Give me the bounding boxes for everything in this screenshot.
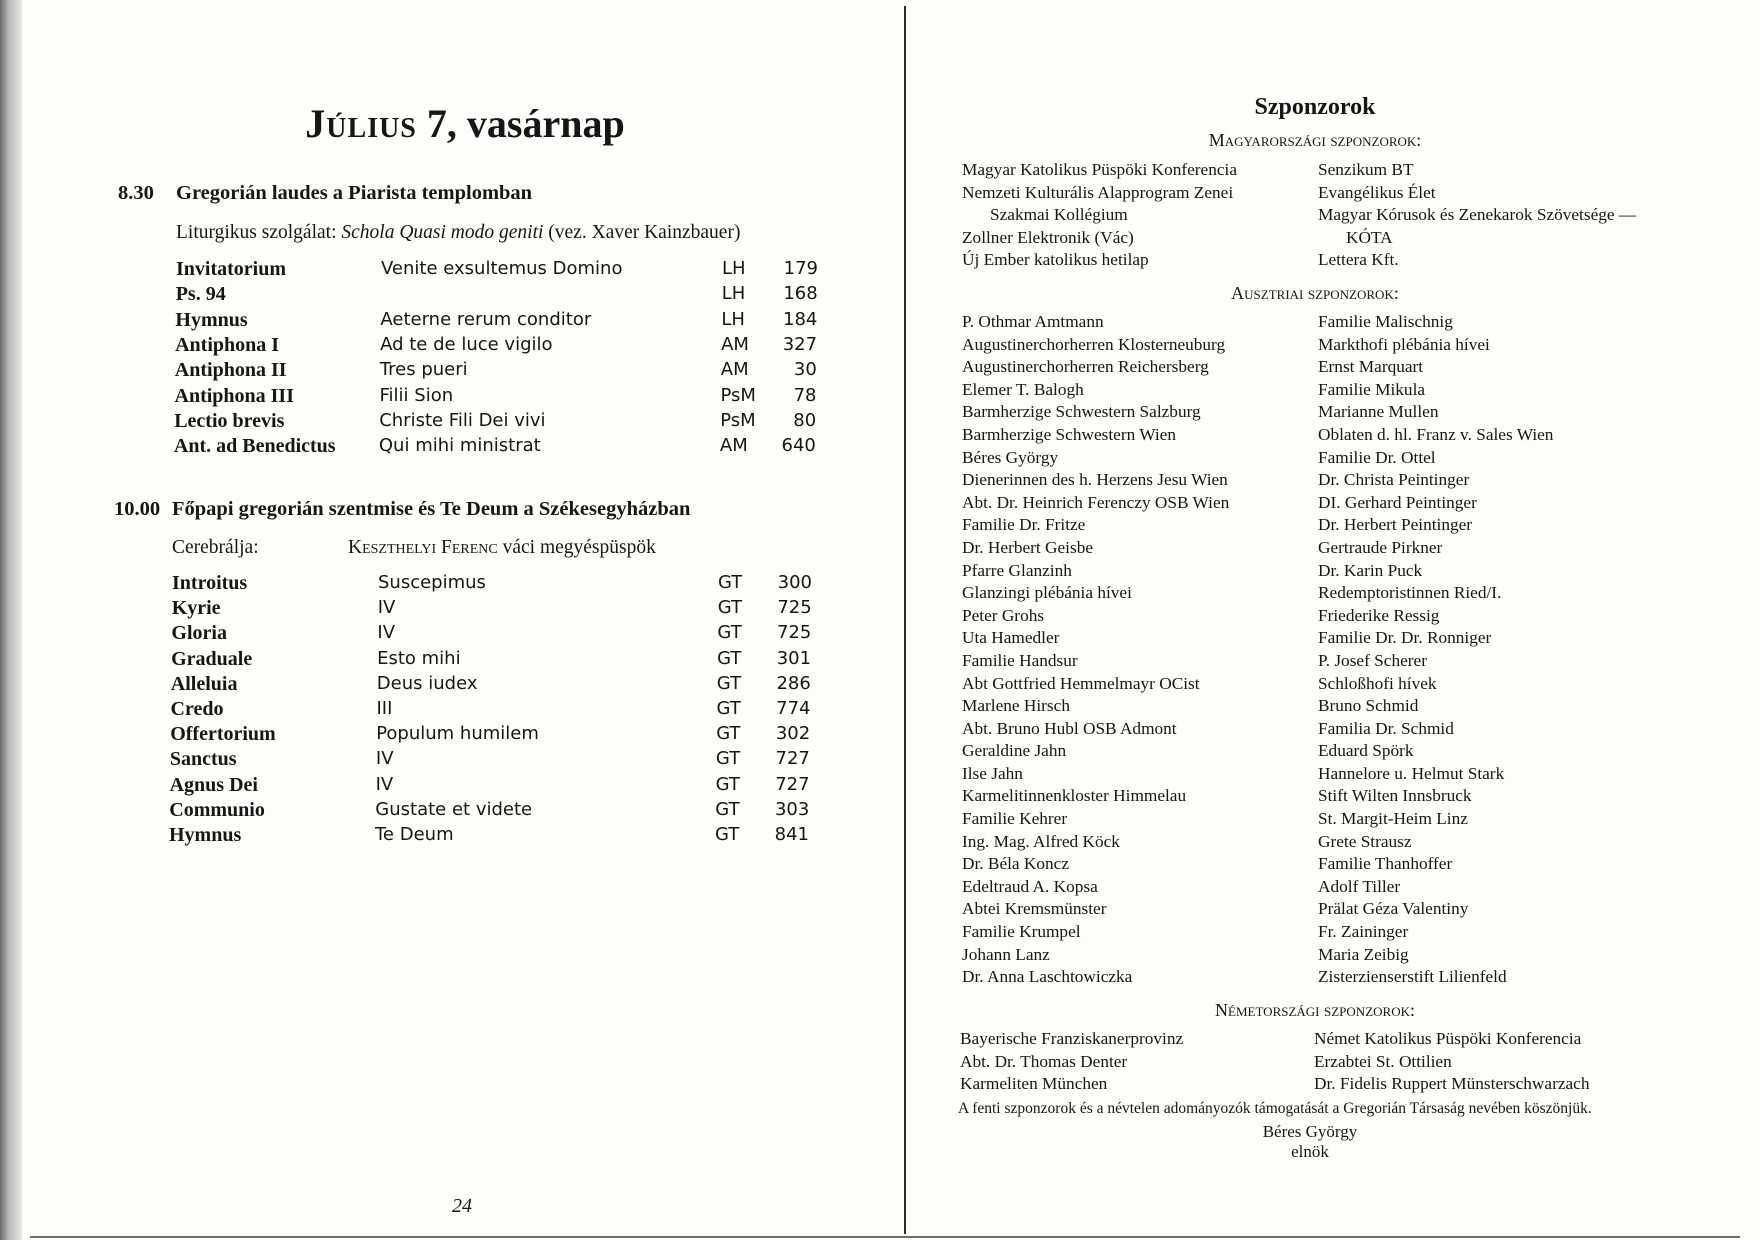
program-item-name: Graduale — [171, 647, 253, 670]
program-item-name: Lectio brevis — [174, 409, 285, 432]
program-item-text: Venite exsultemus Domino — [381, 258, 623, 279]
program-item-page: 300 — [777, 572, 812, 593]
section-2-heading — [114, 498, 690, 521]
page-title: Július 7, vasárnap — [305, 101, 625, 146]
program-item-page: 184 — [783, 308, 818, 330]
sponsor-name: Béres György — [962, 447, 1059, 467]
program-item-book: GT — [717, 647, 742, 669]
program-item-page: 179 — [783, 258, 818, 279]
german-sponsors-col1 — [960, 1028, 1183, 1096]
sponsor-name: Ilse Jahn — [962, 763, 1023, 783]
sponsor-name: Pfarre Glanzinh — [962, 560, 1072, 580]
program-item-book: GT — [716, 672, 742, 694]
program-item-name: Invitatorium — [176, 258, 286, 280]
sponsor-name: Augustinerchorherren Reichersberg — [962, 357, 1209, 377]
sponsor-name: Dr. Herbert Peintinger — [1318, 515, 1473, 535]
austrian-sponsors-col1 — [962, 311, 1229, 989]
program-item-text: Te Deum — [375, 824, 454, 845]
program-item-page: 168 — [783, 283, 818, 305]
sponsor-name: Dr. Anna Laschtowiczka — [962, 967, 1133, 987]
sponsor-name: Edeltraud A. Kopsa — [962, 876, 1098, 896]
sponsor-name: Elemer T. Balogh — [962, 379, 1084, 399]
sponsor-name: Friederike Ressig — [1318, 605, 1440, 625]
sponsor-name: Dr. Karin Puck — [1318, 560, 1423, 580]
signer-title: elnök — [1291, 1142, 1329, 1161]
sponsor-name: Eduard Spörk — [1318, 741, 1414, 761]
program-item-page: 78 — [793, 384, 817, 406]
sponsor-name: Maria Zeibig — [1318, 944, 1409, 964]
sponsor-name: Abt. Bruno Hubl OSB Admont — [962, 718, 1177, 738]
program-item-text: IV — [377, 622, 396, 644]
sponsor-name: Familie Dr. Fritze — [962, 515, 1086, 535]
sponsor-name: Peter Grohs — [962, 605, 1045, 625]
sponsor-name: Abt. Dr. Heinrich Ferenczy OSB Wien — [962, 492, 1230, 512]
program-item-name: Sanctus — [169, 748, 237, 771]
sponsor-name: Geraldine Jahn — [962, 741, 1067, 761]
program-item-book: GT — [716, 723, 741, 745]
sponsor-name: Familie Krumpel — [962, 922, 1081, 942]
german-sponsors-col2 — [1314, 1028, 1589, 1096]
sponsor-name: Szakmai Kollégium — [990, 205, 1128, 225]
sponsor-name: Bayerische Franziskanerprovinz — [960, 1029, 1184, 1048]
program-item-name: Kyrie — [171, 597, 221, 620]
sponsor-name: Német Katolikus Püspöki Konferencia — [1314, 1029, 1582, 1048]
program-item-page: 286 — [776, 672, 811, 694]
sponsor-name: Dr. Béla Koncz — [962, 854, 1070, 874]
german-sponsors-heading: Németországi szponzorok: — [1215, 1000, 1415, 1020]
hungarian-sponsors-col2 — [1318, 159, 1636, 272]
section-1-service: Liturgikus szolgálat: Schola Quasi modo geniti (vez. Xaver Kainzbauer) — [176, 222, 741, 243]
program-item-name: Antiphona I — [175, 333, 280, 356]
sponsor-name: Nemzeti Kulturális Alapprogram Zenei — [962, 182, 1234, 202]
sponsor-name: Barmherzige Schwestern Wien — [962, 424, 1176, 444]
sponsor-name: Schloßhofi hívek — [1318, 673, 1437, 693]
sponsor-name: Abt Gottfried Hemmelmayr OCist — [962, 673, 1200, 693]
program-item-name: Introitus — [172, 572, 248, 594]
sponsor-name: Prälat Géza Valentiny — [1318, 899, 1469, 919]
program-item-book: GT — [715, 773, 740, 795]
sponsor-name: Erzabtei St. Ottilien — [1314, 1051, 1452, 1071]
program-item-name: Antiphona III — [174, 384, 295, 407]
section-2-title: Főpapi gregorián szentmise és Te Deum a Székesegyházban — [172, 498, 691, 520]
section-2-celebrant: Keszthelyi Ferenc váci megyéspüspök — [348, 537, 656, 558]
sponsor-name: Marlene Hirsch — [962, 696, 1070, 716]
sponsor-name: Barmherzige Schwestern Salzburg — [962, 402, 1201, 422]
program-item-book: GT — [715, 748, 741, 770]
sponsor-name: Lettera Kft. — [1318, 250, 1399, 270]
sponsor-name: Dienerinnen des h. Herzens Jesu Wien — [962, 470, 1228, 490]
program-item-book: AM — [720, 359, 749, 381]
program-item-text: Populum humilem — [376, 723, 539, 745]
sponsor-name: KÓTA — [1346, 227, 1393, 247]
austrian-sponsors-col2 — [1318, 311, 1553, 989]
program-item-name: Ant. ad Benedictus — [173, 435, 336, 458]
sponsor-name: Grete Strausz — [1318, 831, 1412, 851]
section-1-title: Gregorián laudes a Piarista templomban — [176, 182, 533, 204]
sponsor-name: Familie Handsur — [962, 650, 1078, 670]
sponsor-name: Abtei Kremsmünster — [962, 899, 1107, 919]
bottom-edge — [30, 1236, 1740, 1238]
sponsor-name: Zollner Elektronik (Vác) — [962, 227, 1134, 247]
program-item-text: Aeterne rerum conditor — [380, 308, 592, 330]
sponsor-name: Familie Kehrer — [962, 809, 1068, 829]
sponsor-name: Uta Hamedler — [962, 628, 1060, 648]
sponsor-name: Redemptoristinnen Ried/I. — [1318, 583, 1502, 603]
program-item-text: Ad te de luce vigilo — [380, 333, 553, 355]
program-item-name: Antiphona II — [174, 359, 287, 382]
sponsor-name: Karmeliten München — [960, 1074, 1108, 1094]
sponsor-name: Gertraude Pirkner — [1318, 537, 1443, 557]
sponsor-name: Abt. Dr. Thomas Denter — [960, 1051, 1128, 1071]
sponsor-name: Marianne Mullen — [1318, 402, 1439, 422]
program-item-page: 725 — [777, 622, 812, 644]
program-item-text: IV — [375, 773, 394, 795]
program-item-name: Agnus Dei — [169, 773, 258, 796]
program-item-text: Deus iudex — [376, 672, 478, 694]
program-item-text: IV — [375, 748, 394, 770]
program-item-page: 727 — [775, 773, 810, 795]
program-item-page: 301 — [776, 647, 812, 669]
sponsor-name: Bruno Schmid — [1318, 696, 1419, 716]
program-item-name: Ps. 94 — [175, 283, 226, 306]
program-item-text: Esto mihi — [377, 647, 461, 669]
program-item-text: IV — [377, 597, 396, 619]
sponsor-name: Karmelitinnenkloster Himmelau — [962, 786, 1187, 806]
program-item-page: 725 — [777, 597, 812, 619]
sponsor-name: Magyar Katolikus Püspöki Konferencia — [962, 160, 1237, 179]
sponsor-name: Stift Wilten Innsbruck — [1318, 786, 1472, 806]
sponsor-name: Dr. Herbert Geisbe — [962, 537, 1094, 557]
sponsor-name: Új Ember katolikus hetilap — [962, 250, 1149, 270]
program-item-page: 80 — [793, 409, 817, 431]
program-item-name: Alleluia — [170, 672, 238, 695]
hungarian-sponsors-col1 — [962, 159, 1237, 272]
sponsor-name: Ernst Marquart — [1318, 357, 1424, 377]
sponsor-name: Ing. Mag. Alfred Köck — [962, 831, 1120, 851]
sponsor-name: Familia Dr. Schmid — [1318, 718, 1454, 738]
sponsor-name: Familie Dr. Dr. Ronniger — [1318, 628, 1492, 648]
program-item-book: PsM — [720, 384, 756, 406]
program-item-page: 727 — [775, 748, 810, 770]
program-item-text: III — [376, 698, 393, 719]
program-item-name: Gloria — [171, 622, 227, 645]
program-item-text: Gustate et videte — [375, 798, 533, 820]
book-spine — [904, 6, 906, 1234]
sponsor-name: P. Josef Scherer — [1318, 650, 1427, 670]
section-1-heading — [118, 182, 532, 205]
program-item-name: Hymnus — [169, 824, 242, 846]
sponsor-name: Glanzingi plébánia hívei — [962, 583, 1132, 603]
sponsor-name: Augustinerchorherren Klosterneuburg — [962, 334, 1226, 354]
section-1-time: 8.30 — [118, 182, 154, 204]
thanks-note: A fenti szponzorok és a névtelen adományozók támogatását a Gregorián Társaság nevében köszönjük. — [958, 1100, 1592, 1117]
program-item-text: Christe Fili Dei vivi — [379, 409, 546, 431]
program-item-page: 303 — [774, 798, 810, 820]
program-item-book: GT — [717, 622, 742, 644]
program-item-page: 30 — [793, 359, 817, 381]
program-item-name: Communio — [169, 798, 265, 821]
sponsor-name: Familie Mikula — [1318, 379, 1426, 399]
sponsor-name: Senzikum BT — [1318, 160, 1414, 179]
program-item-book: LH — [722, 258, 746, 279]
signer-name: Béres György — [1262, 1122, 1358, 1141]
sponsor-name: DI. Gerhard Peintinger — [1318, 492, 1477, 512]
program-item-book: GT — [716, 698, 741, 719]
sponsor-name: Familie Malischnig — [1318, 312, 1453, 331]
sponsor-name: Fr. Zaininger — [1318, 922, 1409, 942]
section-2-time: 10.00 — [114, 498, 161, 520]
sponsor-name: Markthofi plébánia hívei — [1318, 334, 1490, 354]
program-item-book: GT — [718, 572, 743, 593]
program-item-text: Suscepimus — [378, 572, 486, 593]
program-item-page: 640 — [781, 435, 816, 457]
program-item-name: Credo — [170, 698, 224, 720]
sponsors-title: Szponzorok — [1254, 94, 1376, 120]
sponsor-name: St. Margit-Heim Linz — [1318, 809, 1468, 829]
program-item-book: PsM — [720, 409, 756, 431]
program-item-name: Hymnus — [175, 308, 248, 331]
sponsor-name: Dr. Fidelis Ruppert Münsterschwarzach — [1314, 1074, 1590, 1094]
program-item-name: Offertorium — [170, 723, 276, 746]
program-item-book: AM — [719, 435, 748, 457]
section-2-celebrant-label: Cerebrálja: — [172, 537, 259, 558]
hungarian-sponsors-heading: Magyarországi szponzorok: — [1208, 130, 1422, 150]
program-item-text: Qui mihi ministrat — [378, 435, 541, 457]
program-item-page: 841 — [774, 824, 809, 845]
sponsor-name: Oblaten d. hl. Franz v. Sales Wien — [1318, 424, 1554, 444]
sponsor-name: Familie Thanhoffer — [1318, 854, 1453, 874]
program-item-book: GT — [717, 597, 742, 619]
sponsor-name: Magyar Kórusok és Zenekarok Szövetsége — — [1318, 205, 1637, 225]
sponsor-name: Hannelore u. Helmut Stark — [1318, 763, 1505, 783]
sponsor-name: Familie Dr. Ottel — [1318, 447, 1436, 467]
program-item-book: GT — [715, 798, 740, 820]
sponsor-name: P. Othmar Amtmann — [962, 312, 1104, 331]
program-item-page: 327 — [782, 333, 818, 355]
program-item-page: 774 — [776, 698, 811, 719]
program-item-text: Filii Sion — [379, 384, 454, 406]
sponsor-name: Johann Lanz — [962, 944, 1050, 964]
austrian-sponsors-heading: Ausztriai szponzorok: — [1231, 283, 1399, 303]
page-edge — [0, 0, 22, 1240]
program-item-page: 302 — [775, 723, 811, 745]
sponsor-name: Evangélikus Élet — [1318, 182, 1436, 202]
program-item-book: AM — [721, 333, 749, 355]
program-item-book: LH — [721, 308, 745, 330]
sponsor-name: Dr. Christa Peintinger — [1318, 470, 1470, 490]
sponsor-name: Adolf Tiller — [1318, 876, 1401, 896]
page-number: 24 — [452, 1195, 472, 1217]
sponsor-name: Zisterzienserstift Lilienfeld — [1318, 967, 1507, 987]
program-item-text: Tres pueri — [379, 359, 468, 381]
program-item-book: LH — [721, 283, 746, 305]
program-item-book: GT — [715, 824, 740, 845]
